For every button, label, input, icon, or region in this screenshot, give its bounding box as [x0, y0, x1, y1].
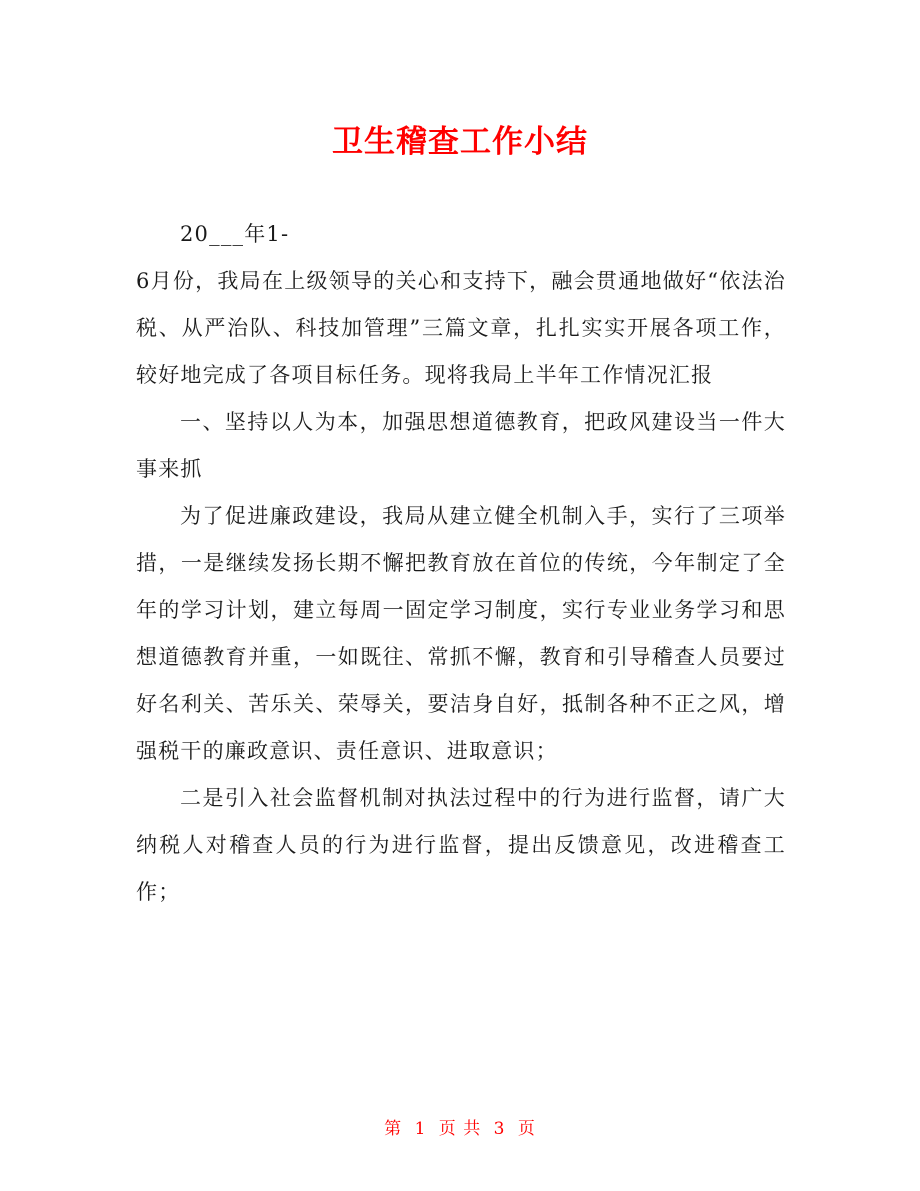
- footer-prefix: 第: [384, 1119, 403, 1139]
- footer-suffix: 页: [517, 1119, 536, 1139]
- document-body: [136, 211, 786, 916]
- section-one-heading: 一、坚持以人为本，加强思想道德教育，把政风建设当一件大事来抓: [136, 410, 786, 481]
- page-number-footer: [0, 1114, 920, 1139]
- footer-current-page: 1: [414, 1119, 427, 1139]
- paragraph-intro: 6月份，我局在上级领导的关心和支持下，融会贯通地做好“依法治税、从严治队、科技加管理”三篇文章，扎扎实实开展各项工作，较好地完成了各项目标任务。现将我局上半年工作情况汇报: [136, 269, 786, 387]
- paragraph-date-line: 20___年1-: [180, 222, 290, 246]
- footer-total-pages: 3: [493, 1119, 506, 1139]
- document-title: 卫生稽查工作小结: [332, 124, 588, 160]
- paragraph-measure-two: 二是引入社会监督机制对执法过程中的行为进行监督，请广大纳税人对稽查人员的行为进行监督，提出反馈意见，改进稽查工作；: [136, 786, 786, 904]
- paragraph-section-one-body: 为了促进廉政建设，我局从建立健全机制入手，实行了三项举措，一是继续发扬长期不懈把教育放在首位的传统，今年制定了全年的学习计划，建立每周一固定学习制度，实行专业业务学习和思想道德教育并重，一如既往、常抓不懈，教育和引导稽查人员要过好名利关、苦乐关、荣辱关，要洁身自好，抵制各种不正之风，增强税干的廉政意识、责任意识、进取意识；: [136, 504, 786, 763]
- footer-middle: 页 共: [438, 1119, 482, 1139]
